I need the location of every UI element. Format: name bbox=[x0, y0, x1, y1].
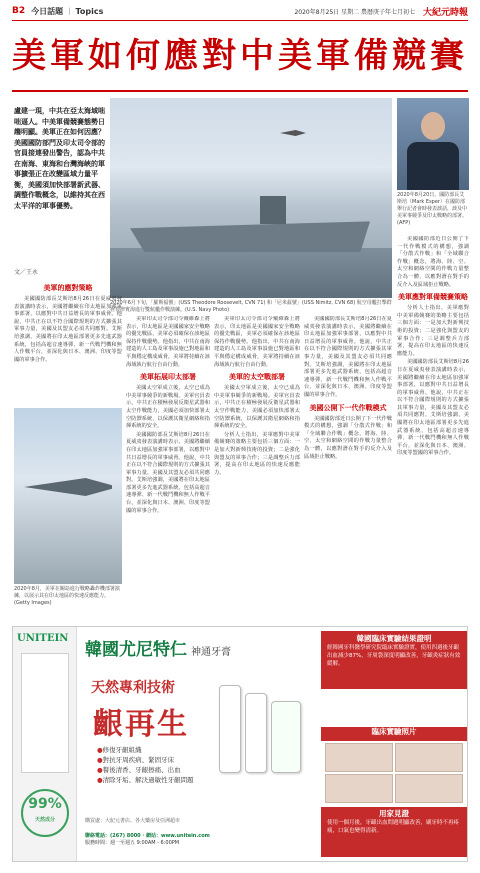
paper-logo: 大紀元時報 bbox=[422, 7, 468, 18]
toothpaste-box bbox=[245, 693, 267, 773]
clinical-photos-title: 臨床實驗照片 bbox=[371, 727, 417, 736]
ad-subtitle: 天然專利技術 bbox=[91, 680, 175, 696]
carrier-photo bbox=[110, 98, 392, 298]
ad-title bbox=[85, 635, 231, 660]
aircraft-carrier bbox=[130, 218, 370, 252]
clinical-photo bbox=[395, 743, 463, 772]
body-paragraph: 美軍印太司令部司令戴維森上將表示，印太地區是美國國家安全戰略的優先戰區，美軍必須確保在該地區保持作戰優勢。他指出，中共在南海建造的人工島及軍事設施已對地區和平與穩定構成威脅，美軍將持續在該海域執行航行自由行動。 bbox=[126, 316, 210, 368]
article-column-3 bbox=[214, 316, 300, 620]
section-heading: 美國公開下一代作戰模式 bbox=[309, 403, 387, 412]
article-column-4 bbox=[304, 316, 392, 620]
contact-hours: 服務時間：週一至週五 9:00AM - 6:00PM bbox=[85, 840, 180, 846]
body-paragraph: 美國太空軍成立後，太空已成為中美軍事競爭的新戰場。美軍官員表示，中共正在積極發展反衛星武器和太空作戰能力，美國必須加快部署太空防禦系統，以保護其衛星網絡和指揮系統的安全。 bbox=[126, 385, 210, 430]
body-paragraph: 分析人士指出，美軍應對中美軍備競賽的策略主要包括三個方面：一是加大對新興技術的投資；二是強化與盟友的軍事合作；三是調整兵力部署，提高在印太地區的快速反應能力。 bbox=[397, 305, 469, 357]
jet-icon bbox=[280, 130, 306, 136]
body-paragraph: 美國太空軍成立後，太空已成為中美軍事競爭的新戰場。美軍官員表示，中共正在積極發展反衛星武器和太空作戰能力，美國必須加快部署太空防禦系統，以保護其衛星網絡和指揮系統的安全。 bbox=[214, 385, 300, 430]
body-paragraph: 美國國防部長艾斯培8月26日在夏威夷發表演講時表示，美國將繼續在印太地區加強軍事部署，以應對中共日益增長的軍事威脅。他說，中共正在以不符合國際規則的方式擴張其軍事力量，美國及其盟友必須共同應對。艾斯培強調，美國將在印太地區部署更多先進武器系統，包括高超音速導彈、新一代戰鬥機和無人作戰平台，並深化與日本、澳洲、印度等盟國的軍事合作。 bbox=[397, 359, 469, 457]
section-topic: Topics bbox=[75, 6, 104, 16]
article-column-1 bbox=[14, 280, 122, 404]
benefit-item: ● 清除牙垢、解決過敏性牙齦問題 bbox=[97, 775, 194, 785]
clinical-photo bbox=[325, 774, 393, 803]
plane-icon bbox=[24, 478, 112, 496]
ad-slogan: 齦再生 bbox=[93, 707, 189, 742]
ad-info-panel bbox=[321, 627, 467, 861]
clinical-results-box bbox=[321, 631, 467, 689]
section-heading: 美軍的太空戰部署 bbox=[229, 373, 285, 382]
face-shape bbox=[421, 112, 445, 140]
benefit-item: ● 餐後清香、牙齦擦痛、出血 bbox=[97, 765, 194, 775]
clinical-photo-grid bbox=[325, 743, 463, 803]
badge-label: 天然成分 bbox=[34, 817, 55, 823]
natural-badge bbox=[21, 789, 69, 837]
article-column-5 bbox=[397, 236, 469, 620]
body-paragraph: 美國國防部近日公開了下一代作戰模式的構想，強調「分散式作戰」和「全域聯合作戰」概念，將海、陸、空、太空和網絡空間的作戰力量整合為一體，以應對潛在對手的反介入及區域拒止戰略。 bbox=[304, 415, 392, 460]
sea-surface bbox=[110, 248, 392, 298]
toothpaste-advertisement[interactable] bbox=[12, 626, 468, 862]
body-paragraph: 美國國防部近日公開了下一代作戰模式的構想，強調「分散式作戰」和「全域聯合作戰」概念，將海、陸、空、太空和網絡空間的作戰力量整合為一體，以應對潛在對手的反介入及區域拒止戰略。 bbox=[397, 236, 469, 288]
clinical-photo bbox=[395, 774, 463, 803]
clinical-photo bbox=[325, 743, 393, 772]
divider: | bbox=[68, 7, 71, 15]
clinical-results-text: 經韓國牙科醫學研究院臨床實驗證實，使用四週後牙齦出血減少87%，牙周袋深度明顯改善，牙齦炎症狀有效緩解。 bbox=[327, 645, 461, 667]
carrier-island bbox=[260, 196, 286, 224]
suit-shape bbox=[407, 142, 459, 190]
article-column-2 bbox=[126, 316, 210, 620]
body-paragraph: 美國國防部長艾斯培8月26日在夏威夷發表演講時表示，美國將繼續在印太地區加強軍事部署，以應對中共日益增長的軍事威脅。他說，中共正在以不符合國際規則的方式擴張其軍事力量，美國及其盟友必須共同應對。艾斯培強調，美國將在印太地區部署更多先進武器系統，包括高超音速導彈、新一代戰鬥機和無人作戰平台，並深化與日本、澳洲、印度等盟國的軍事合作。 bbox=[126, 431, 210, 514]
rail-photo-caption: 2020年8月，美軍在關島進行戰略轟炸機部署演練，以展示其在印太地區的快速反應能力。(Getty Images) bbox=[14, 586, 120, 606]
testimonial-box bbox=[321, 807, 467, 857]
benefit-item: ● 對抗牙周疾病、緊固牙床 bbox=[97, 755, 194, 765]
portrait-caption: 2020年8月20日，國防部長艾斯培（Mark Esper）在國防部舉行記者會時發表談話，談及中美軍事競爭及印太戰略的部署。(AFP) bbox=[397, 192, 468, 226]
body-paragraph: 美國國防部長艾斯培8月26日在夏威夷發表演講時表示，美國將繼續在印太地區加強軍事部署，以應對中共日益增長的軍事威脅。他說，中共正在以不符合國際規則的方式擴張其軍事力量，美國及其盟友必須共同應對。艾斯培強調，美國將在印太地區部署更多先進武器系統，包括高超音速導彈、新一代戰鬥機和無人作戰平台，並深化與日本、澳洲、印度等盟國的軍事合作。 bbox=[304, 316, 392, 398]
page-title: 美軍如何應對中美軍備競賽 bbox=[12, 36, 468, 76]
section-heading: 美軍拓展印太部署 bbox=[140, 373, 196, 382]
testimonial-text: 使用一個月後，牙齦出血問題明顯改善，刷牙時不再疼痛，口氣也變得清新。 bbox=[327, 820, 460, 834]
page-number: B2 bbox=[12, 6, 26, 16]
section-heading: 美軍應對軍備競賽策略 bbox=[398, 293, 468, 302]
ad-title-tag: 神通牙膏 bbox=[191, 647, 231, 658]
ad-title-main: 韓國尤尼特仁 bbox=[85, 640, 187, 660]
ad-benefits-list bbox=[97, 745, 194, 785]
ad-stores: 購買處：大紀元書店、各大藥房及亞洲超市 bbox=[85, 818, 181, 824]
lead-paragraph: 盧建一現，中共在亞太海域咄咄逼人。中美軍備競賽態勢日趨明顯。美軍正在如何因應？美國國防部門及印太司令部的官員接連發出警告，認為中共在南海、東海和台灣海峽的軍事擴張正在改變區域力量平衡，美國須加快部署新武器、調整作戰概念，以維持其在西太平洋的軍事優勢。 bbox=[14, 107, 105, 210]
body-paragraph: 分析人士指出，美軍應對中美軍備競賽的策略主要包括三個方面：一是加大對新興技術的投資；二是強化與盟友的軍事合作；三是調整兵力部署，提高在印太地區的快速反應能力。 bbox=[214, 431, 300, 476]
body-paragraph: 美軍印太司令部司令戴維森上將表示，印太地區是美國國家安全戰略的優先戰區，美軍必須確保在該地區保持作戰優勢。他指出，中共在南海建造的人工島及軍事設施已對地區和平與穩定構成威脅，美軍將持續在該海域執行航行自由行動。 bbox=[214, 316, 300, 368]
toothpaste-box bbox=[219, 685, 241, 773]
product-images bbox=[213, 679, 309, 779]
header-rule bbox=[12, 20, 468, 21]
badge-number: 99% bbox=[28, 796, 62, 812]
issue-date: 2020年8月25日 星期二 農曆庚子年七月初七 bbox=[294, 8, 415, 16]
contact-phone[interactable]: 聯絡電話：(267) 8000 · 網站：www.unitein.com bbox=[85, 833, 210, 839]
brand-logo: UNITEIN bbox=[17, 633, 69, 644]
main-photo-caption: 2020年6月下旬，「羅斯福號」(USS Theodore Roosevelt, CVN 71) 和「尼米茲號」(USS Nimitz, CVN 68) 航空母艦打擊群在菲律賓海進行雙航艦作戰演練。(U.S. Navy Photo) bbox=[110, 300, 392, 313]
ad-contact-info bbox=[85, 833, 315, 847]
testimonial-title: 用家見證 bbox=[379, 809, 409, 818]
aircraft-photo bbox=[14, 408, 122, 584]
clinical-results-title: 韓國臨床實驗結果證明 bbox=[356, 634, 432, 643]
toothpaste-tube bbox=[271, 701, 301, 773]
headline-rule bbox=[12, 90, 468, 92]
page-header bbox=[12, 4, 468, 18]
byline: 文／王永 bbox=[14, 269, 39, 276]
certificate-image bbox=[21, 653, 69, 773]
portrait-photo bbox=[397, 98, 469, 190]
benefit-item: ● 修復牙齦組織 bbox=[97, 745, 194, 755]
body-paragraph: 美國國防部長艾斯培8月26日在夏威夷發表演講時表示，美國將繼續在印太地區加強軍事部署，以應對中共日益增長的軍事威脅。他說，中共正在以不符合國際規則的方式擴張其軍事力量，美國及其盟友必須共同應對。艾斯培強調，美國將在印太地區部署更多先進武器系統，包括高超音速導彈、新一代戰鬥機和無人作戰平台，並深化與日本、澳洲、印度等盟國的軍事合作。 bbox=[14, 296, 122, 363]
section-name: 今日話題 bbox=[31, 6, 64, 16]
section-heading: 美軍的應對策略 bbox=[43, 284, 93, 292]
clinical-photos-label bbox=[321, 727, 467, 741]
ad-side-panel bbox=[13, 627, 77, 861]
